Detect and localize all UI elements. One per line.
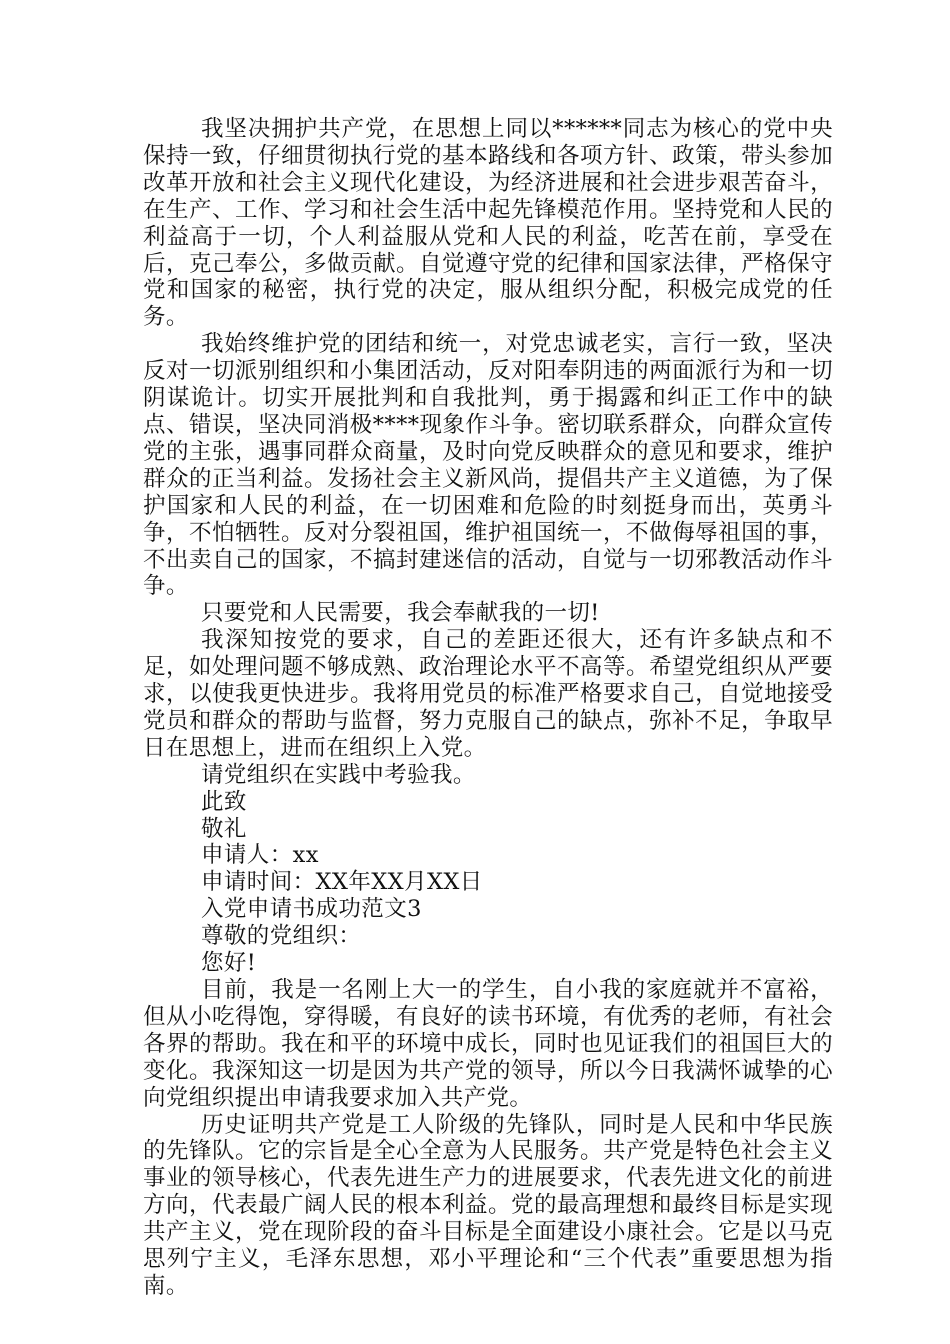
line-application-date: 申请时间：XX年XX月XX日 [201, 869, 483, 896]
paragraph-history: 历史证明共产党是工人阶级的先锋队，同时是人民和中华民族的先锋队。它的宗旨是全心全意为人民服务。共产党是特色社会主义事业的领导核心，代表先进生产力的进展要求，代表先进文化的前进方向，代表最广阔人民的根本利益。党的最高理想和最终目标是实现共产主义，党在现阶段的奋斗目标是全面建设小康社会。它是以马克思列宁主义，毛泽东思想，邓小平理论和“三个代表”重要思想为指南。 [143, 1111, 833, 1299]
line-salutation-jingli: 敬礼 [201, 815, 247, 842]
paragraph-unity: 我始终维护党的团结和统一，对党忠诚老实，言行一致，坚决反对一切派别组织和小集团活动，反对阳奉阴违的两面派行为和一切阴谋诡计。切实开展批判和自我批判，勇于揭露和纠正工作中的缺点、错误，坚决同消极****现象作斗争。密切联系群众，向群众宣传党的主张，遇事同群众商量，及时向党反映群众的意见和要求，维护群众的正当利益。发扬社会主义新风尚，提倡共产主义道德，为了保护国家和人民的利益，在一切困难和危险的时刻挺身而出，英勇斗争，不怕牺牲。反对分裂祖国，维护祖国统一，不做侮辱祖国的事，不出卖自己的国家，不搞封建迷信的活动，自觉与一切邪教活动作斗争。 [143, 331, 833, 600]
paragraph-support-party: 我坚决拥护共产党，在思想上同以******同志为核心的党中央保持一致，仔细贯彻执行党的基本路线和各项方针、政策，带头参加改革开放和社会主义现代化建设，为经济进展和社会进步艰苦奋斗，在生产、工作、学习和社会生活中起先锋模范作用。坚持党和人民的利益高于一切，个人利益服从党和人民的利益，吃苦在前，享受在后，克己奉公，多做贡献。自觉遵守党的纪律和国家法律，严格保守党和国家的秘密，执行党的决定，服从组织分配，积极完成党的任务。 [143, 116, 833, 331]
line-greeting-hello: 您好! [201, 950, 257, 977]
document-body [143, 116, 833, 1300]
line-greeting-org: 尊敬的党组织： [201, 923, 362, 950]
line-salutation-cizhi: 此致 [201, 788, 247, 815]
line-request-test: 请党组织在实践中考验我。 [201, 761, 476, 788]
section-heading: 入党申请书成功范文3 [201, 896, 422, 923]
line-applicant: 申请人：xx [201, 842, 319, 869]
paragraph-shortcomings: 我深知按党的要求，自己的差距还很大，还有许多缺点和不足，如处理问题不够成熟、政治理论水平不高等。希望党组织从严要求，以使我更快进步。我将用党员的标准严格要求自己，自觉地接受党员和群众的帮助与监督，努力克服自己的缺点，弥补不足，争取早日在思想上，进而在组织上入党。 [143, 627, 833, 761]
paragraph-background: 目前，我是一名刚上大一的学生，自小我的家庭就并不富裕，但从小吃得饱，穿得暖，有良好的读书环境，有优秀的老师，有社会各界的帮助。我在和平的环境中成长，同时也见证我们的祖国巨大的变化。我深知这一切是因为共产党的领导，所以今日我满怀诚挚的心向党组织提出申请我要求加入共产党。 [143, 977, 833, 1111]
paragraph-devotion: 只要党和人民需要，我会奉献我的一切! [201, 600, 600, 627]
